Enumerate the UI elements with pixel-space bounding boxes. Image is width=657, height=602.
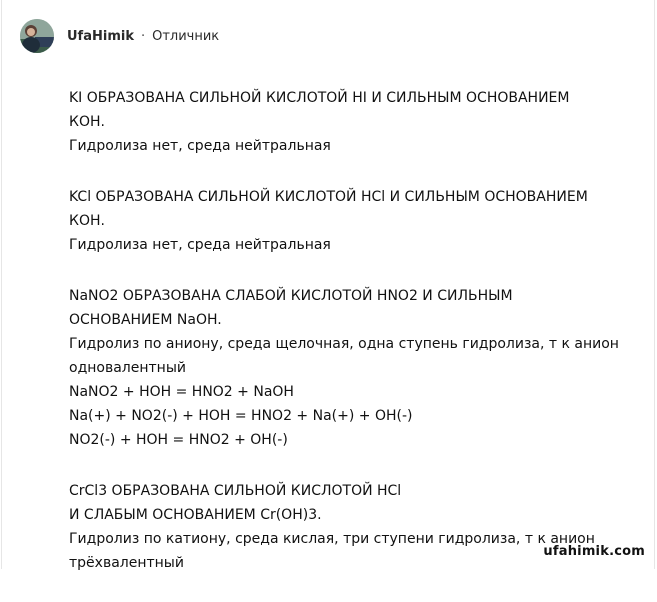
answer-line: одновалентный: [69, 360, 186, 376]
answer-line: КОН.: [69, 213, 105, 229]
answer-line: Гидролиз по катиону, среда кислая, три ступени гидролиза, т к анион: [69, 531, 595, 547]
avatar-image-icon: [20, 19, 54, 53]
answer-line: NaNO2 + HOH = HNO2 + NaOH: [69, 384, 294, 400]
username-link[interactable]: UfaHimik: [67, 28, 134, 44]
answer-block-kcl: [69, 185, 639, 257]
answer-line: NaNO2 ОБРАЗОВАНА СЛАБОЙ КИСЛОТОЙ HNO2 И СИЛЬНЫМ: [69, 288, 513, 304]
user-avatar[interactable]: [20, 19, 54, 53]
user-info: [67, 29, 219, 44]
answer-block-crcl3: [69, 479, 639, 575]
answer-line: КОН.: [69, 114, 105, 130]
site-watermark: ufahimik.com: [543, 544, 645, 559]
answer-block-ki: [69, 86, 639, 158]
answer-line: Гидролиза нет, среда нейтральная: [69, 237, 331, 253]
answer-line: KCl ОБРАЗОВАНА СИЛЬНОЙ КИСЛОТОЙ HCl И СИЛЬНЫМ ОСНОВАНИЕМ: [69, 189, 588, 205]
answer-line: Na(+) + NO2(-) + HOH = HNO2 + Na(+) + OH(-): [69, 408, 413, 424]
answer-block-nano2: [69, 284, 639, 452]
answer-line: трёхвалентный: [69, 555, 184, 571]
answer-line: CrCl3 ОБРАЗОВАНА СИЛЬНОЙ КИСЛОТОЙ HCl: [69, 483, 402, 499]
answer-line: KI ОБРАЗОВАНА СИЛЬНОЙ КИСЛОТОЙ HI И СИЛЬНЫМ ОСНОВАНИЕМ: [69, 90, 570, 106]
answer-line: NO2(-) + HOH = HNO2 + OH(-): [69, 432, 288, 448]
answer-line: Гидролиза нет, среда нейтральная: [69, 138, 331, 154]
user-rank: Отличник: [152, 28, 220, 44]
separator-dot: ·: [140, 28, 146, 44]
answer-line: ОСНОВАНИЕМ NaOH.: [69, 312, 222, 328]
answer-header: [20, 16, 219, 56]
answer-line: Гидролиз по аниону, среда щелочная, одна ступень гидролиза, т к анион: [69, 336, 619, 352]
answer-line: И СЛАБЫМ ОСНОВАНИЕМ Cr(OH)3.: [69, 507, 322, 523]
answer-body: [69, 86, 639, 602]
